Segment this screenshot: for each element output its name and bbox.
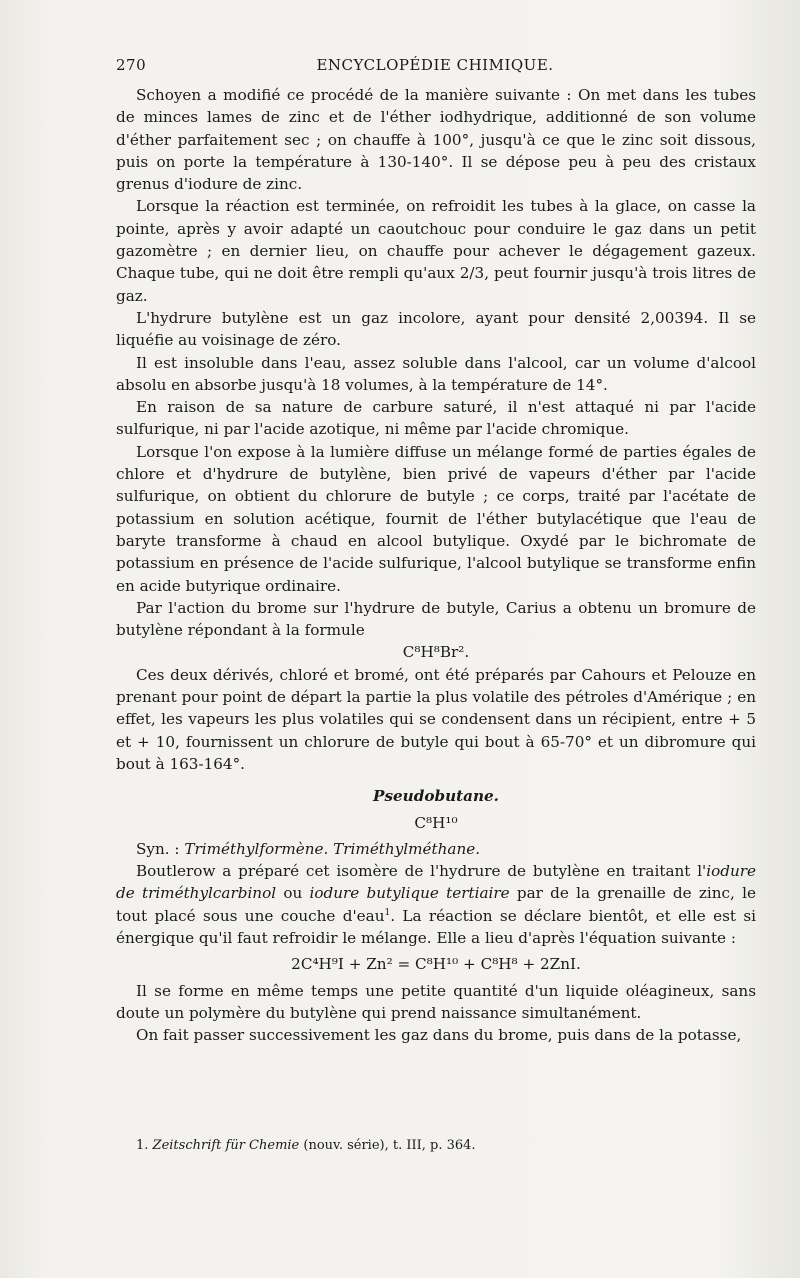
footnote-number: 1.: [136, 1138, 149, 1153]
paragraph: [116, 860, 756, 949]
footnote-details: (nouv. série), t. III, p. 364.: [303, 1138, 476, 1153]
footnote-journal: Zeitschrift für Chemie: [152, 1138, 300, 1153]
paragraph: Par l'action du brome sur l'hydrure de butyle, Carius a obtenu un bromure de butylène répondant à la formule: [116, 598, 756, 640]
text-run: ou: [276, 884, 310, 903]
running-header: [116, 56, 754, 78]
text-run: par de la grenaille de zinc, le tout placé sous une couche d'eau: [116, 884, 756, 925]
synonyms-line: [116, 838, 756, 860]
text-run: . La réaction se déclare bientôt, et elle est si énergique qu'il faut refroidir le mélange. Elle a lieu d'après l'équation suivante :: [116, 906, 756, 947]
running-title: ENCYCLOPÉDIE CHIMIQUE.: [316, 56, 554, 74]
paragraph: Schoyen a modifié ce procédé de la manière suivante : On met dans les tubes de minces lames de zinc et de l'éther iodhydrique, additionné de son volume d'éther parfaitement sec ; on chauffe à 100°, jusqu'à ce que le zinc soit dissous, puis on porte la température à 130-140°. Il se dépose peu à peu des cristaux grenus d'iodure de zinc.: [116, 86, 756, 194]
text-run-italic: iodure butylique tertiaire: [309, 884, 510, 903]
page-number: 270: [116, 56, 147, 74]
syn-label: Syn. :: [136, 839, 185, 858]
paragraph: Lorsque la réaction est terminée, on refroidit les tubes à la glace, on casse la pointe, après y avoir adapté un caoutchouc pour conduire le gaz dans un petit gazomètre ; en dernier lieu, on chauffe pour achever le dégagement gazeux. Chaque tube, qui ne doit être rempli qu'aux 2/3, peut fournir jusqu'à trois litres de gaz.: [116, 197, 756, 305]
text-run-italic: iodure de triméthylcarbinol: [116, 862, 756, 903]
paragraph: Ces deux dérivés, chloré et bromé, ont été préparés par Cahours et Pelouze en prenant pour point de départ la partie la plus volatile des pétroles d'Amérique ; en effet, les vapeurs les plus volatiles qui se condensent dans un récipient, entre + 5 et + 10, fournissent un chlorure de butyle qui bout à 65-70° et un dibromure qui bout à 163-164°.: [116, 665, 756, 773]
formula-bromure: C⁸H⁸Br².: [402, 643, 470, 662]
paragraph: L'hydrure butylène est un gaz incolore, ayant pour densité 2,00394. Il se liquéfie au voisinage de zéro.: [116, 308, 756, 350]
formula-pseudobutane: C⁸H¹⁰: [414, 813, 458, 832]
paragraph: Il est insoluble dans l'eau, assez soluble dans l'alcool, car un volume d'alcool absolu en absorbe jusqu'à 18 volumes, à la température de 14°.: [116, 353, 756, 394]
paragraph: On fait passer successivement les gaz dans du brome, puis dans de la potasse,: [136, 1026, 742, 1045]
paragraph: Lorsque l'on expose à la lumière diffuse un mélange formé de parties égales de chlore et d'hydrure de butylène, bien privé de vapeurs d'éther par l'acide sulfurique, on obtient du chlorure de butyle ; ce corps, traité par l'acétate de potassium en solution acétique, fournit de l'éther butylacétique que l'eau de baryte transforme à chaud en alcool butylique. Oxydé par le bichromate de potassium en présence de l'acide sulfurique, l'alcool butylique se transforme enfin en acide butyrique ordinaire.: [116, 442, 756, 595]
footnote: [136, 1137, 756, 1155]
section-title: Pseudobutane.: [373, 787, 499, 806]
formula-equation: 2C⁴H⁹I + Zn² = C⁸H¹⁰ + C⁸H⁸ + 2ZnI.: [291, 955, 581, 974]
paragraph: En raison de sa nature de carbure saturé, il n'est attaqué ni par l'acide sulfurique, ni par l'acide azotique, ni même par l'acide chromique.: [116, 398, 756, 439]
text-body: [116, 84, 756, 1046]
synonyms: Triméthylformène. Triméthylméthane.: [184, 839, 481, 858]
text-run: Boutlerow a préparé cet isomère de l'hydrure de butylène en traitant l': [136, 862, 707, 881]
footnote-marker: 1: [384, 907, 391, 918]
paragraph: Il se forme en même temps une petite quantité d'un liquide oléagineux, sans doute un polymère du butylène qui prend naissance simultanément.: [116, 981, 756, 1022]
